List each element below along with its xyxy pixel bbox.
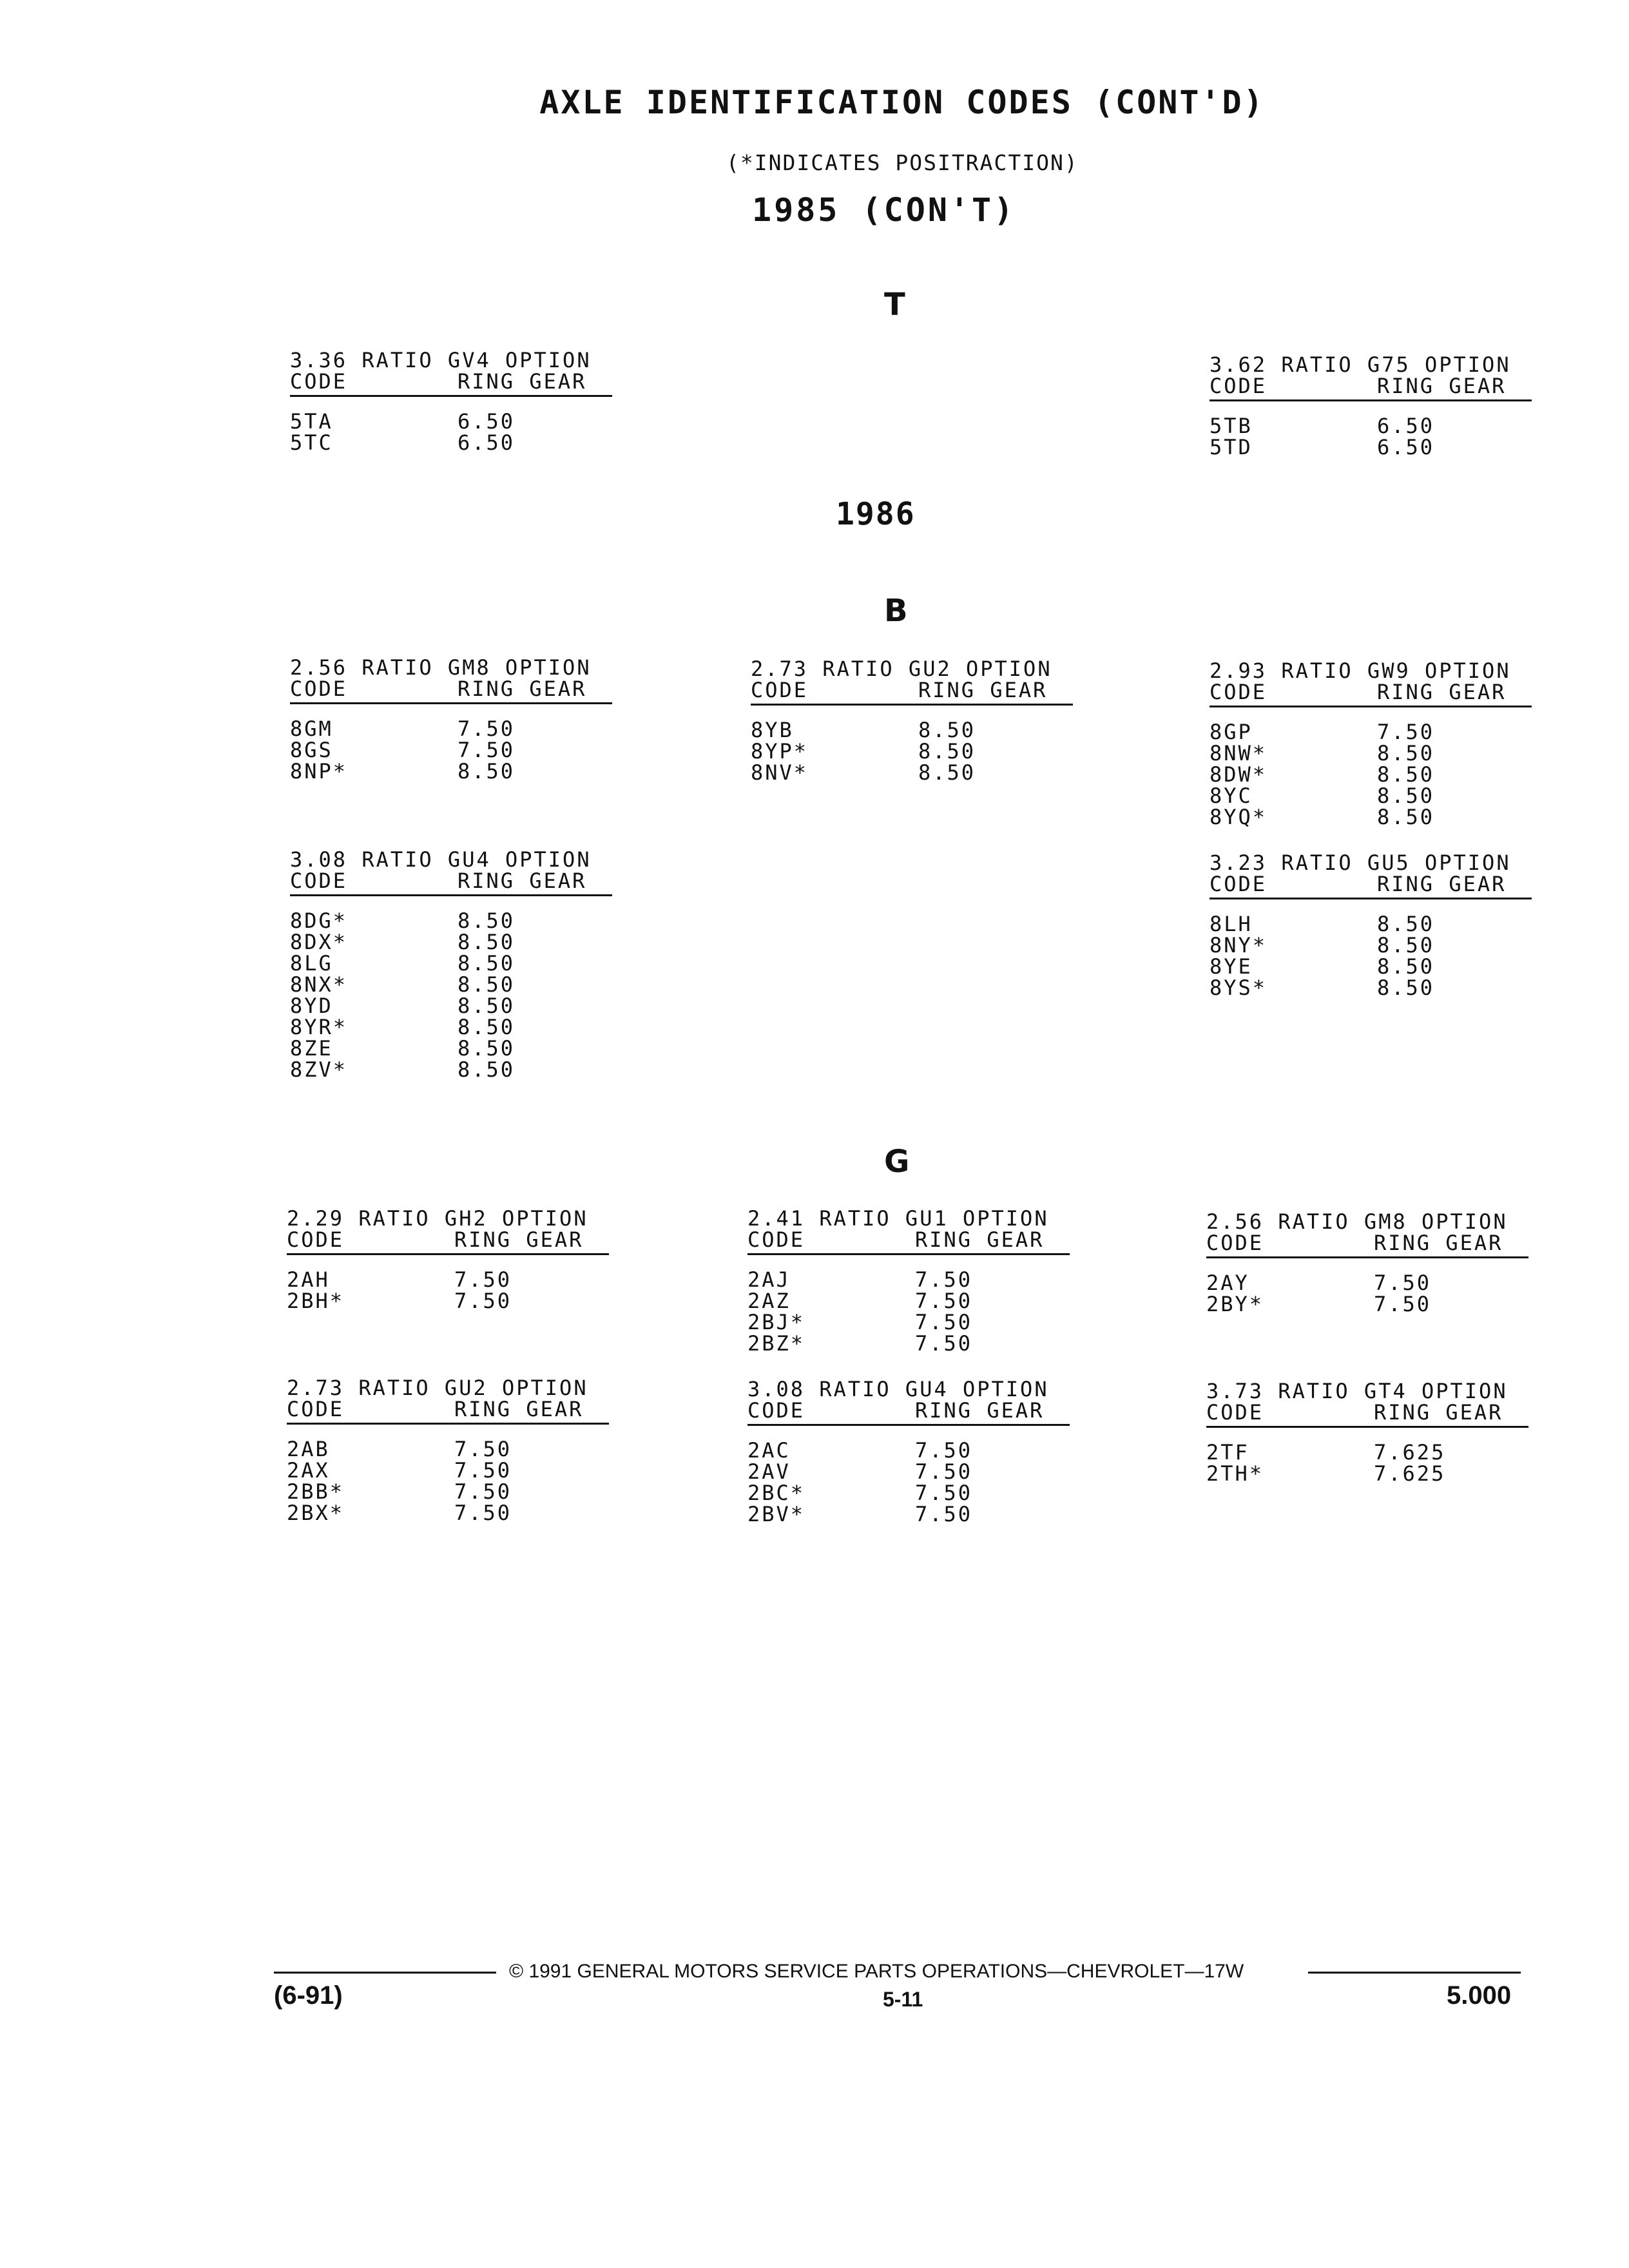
axle-code: 2BV* [747, 1502, 805, 1526]
axle-code: 2TF [1206, 1440, 1249, 1465]
table-rows [1210, 722, 1532, 828]
axle-code: 2BJ* [747, 1310, 805, 1334]
axle-code: 8YP* [751, 739, 809, 764]
axle-code: 8NW* [1210, 741, 1268, 765]
ring-gear-size: 8.50 [1377, 783, 1435, 808]
table-row [287, 1269, 609, 1291]
axle-code: 8GM [290, 716, 333, 741]
axle-code: 8GP [1210, 720, 1253, 744]
column-header-code: CODE [290, 869, 348, 893]
year-heading-1985: 1985 (CON'T) [752, 191, 1016, 229]
ring-gear-size: 8.50 [918, 739, 976, 764]
ring-gear-size: 7.50 [454, 1437, 512, 1461]
column-header-ring-gear: RING GEAR [1374, 1400, 1503, 1425]
year-heading-1986: 1986 [836, 496, 916, 532]
ring-gear-size: 7.50 [915, 1331, 973, 1356]
table-title: 2.56 RATIO GM8 OPTION [1206, 1209, 1508, 1234]
axle-code: 2TH* [1206, 1461, 1264, 1486]
axle-code: 5TA [290, 409, 333, 434]
ring-gear-size: 8.50 [458, 972, 516, 997]
ring-gear-size: 8.50 [1377, 912, 1435, 936]
column-header-code: CODE [1210, 872, 1268, 896]
table-title: 3.62 RATIO G75 OPTION [1210, 352, 1511, 377]
table-row [1210, 977, 1532, 999]
column-header-code: CODE [1206, 1231, 1264, 1255]
ring-gear-size: 8.50 [458, 1015, 516, 1039]
table-row [290, 432, 612, 454]
table-row [1210, 764, 1532, 785]
axle-code: 2BX* [287, 1501, 345, 1525]
table-row [747, 1440, 1070, 1461]
axle-code: 8DG* [290, 908, 348, 933]
ring-gear-size: 6.50 [1377, 414, 1435, 438]
footer-rule-left [274, 1972, 496, 1974]
footer-page-number: 5-11 [883, 1988, 923, 2011]
axle-code: 5TC [290, 430, 333, 455]
table-row [290, 718, 612, 740]
ratio-table [290, 350, 612, 454]
axle-code: 8LH [1210, 912, 1253, 936]
table-column-headers [1210, 376, 1532, 401]
table-row [747, 1461, 1070, 1483]
table-title: 2.73 RATIO GU2 OPTION [287, 1376, 588, 1400]
table-row [1206, 1463, 1528, 1485]
table-column-headers [1206, 1402, 1528, 1428]
ring-gear-size: 7.625 [1374, 1440, 1446, 1465]
section-letter-b: B [884, 593, 909, 629]
axle-code: 2AC [747, 1438, 791, 1463]
column-header-ring-gear: RING GEAR [458, 869, 587, 893]
column-header-code: CODE [1206, 1400, 1264, 1425]
column-header-code: CODE [287, 1397, 345, 1421]
ring-gear-size: 7.50 [915, 1289, 973, 1313]
table-rows [751, 720, 1073, 783]
ring-gear-size: 7.50 [454, 1479, 512, 1504]
ring-gear-size: 7.50 [454, 1289, 512, 1313]
ring-gear-size: 7.50 [915, 1438, 973, 1463]
axle-code: 5TB [1210, 414, 1253, 438]
ring-gear-size: 8.50 [458, 951, 516, 975]
table-row [290, 932, 612, 953]
table-column-headers [290, 678, 612, 704]
column-header-ring-gear: RING GEAR [918, 678, 1048, 702]
axle-code: 8YR* [290, 1015, 348, 1039]
ring-gear-size: 7.50 [454, 1501, 512, 1525]
table-row [747, 1504, 1070, 1525]
column-header-ring-gear: RING GEAR [454, 1397, 584, 1421]
axle-code: 2AB [287, 1437, 330, 1461]
ratio-table [287, 1378, 609, 1524]
table-column-headers [290, 870, 612, 896]
table-row [747, 1483, 1070, 1504]
table-column-headers [287, 1229, 609, 1255]
axle-code: 8YS* [1210, 975, 1268, 1000]
table-rows [747, 1269, 1070, 1354]
table-row [290, 1038, 612, 1059]
table-row [287, 1460, 609, 1481]
ratio-table [290, 849, 612, 1081]
table-row [290, 761, 612, 782]
table-row [290, 411, 612, 432]
ring-gear-size: 6.50 [1377, 435, 1435, 459]
axle-code: 8NY* [1210, 933, 1268, 957]
axle-code: 2AZ [747, 1289, 791, 1313]
column-header-ring-gear: RING GEAR [1377, 872, 1507, 896]
column-header-code: CODE [290, 677, 348, 701]
ring-gear-size: 8.50 [458, 1036, 516, 1061]
table-rows [290, 411, 612, 454]
axle-code: 8YQ* [1210, 805, 1268, 829]
ratio-table [1210, 354, 1532, 458]
ring-gear-size: 7.50 [1374, 1271, 1432, 1295]
table-row [287, 1481, 609, 1503]
column-header-ring-gear: RING GEAR [1377, 374, 1507, 398]
axle-code: 8DW* [1210, 762, 1268, 787]
axle-code: 8LG [290, 951, 333, 975]
table-row [747, 1291, 1070, 1312]
footer-rule-right [1308, 1972, 1521, 1974]
column-header-code: CODE [287, 1227, 345, 1252]
ring-gear-size: 7.625 [1374, 1461, 1446, 1486]
section-letter-g: G [884, 1144, 911, 1180]
column-header-code: CODE [747, 1227, 805, 1252]
axle-code: 8NV* [751, 760, 809, 785]
column-header-ring-gear: RING GEAR [458, 369, 587, 394]
table-row [1210, 956, 1532, 977]
axle-code: 2BY* [1206, 1292, 1264, 1316]
table-row [1210, 785, 1532, 807]
ring-gear-size: 8.50 [458, 994, 516, 1018]
table-row [1206, 1294, 1528, 1315]
column-header-ring-gear: RING GEAR [1374, 1231, 1503, 1255]
ring-gear-size: 8.50 [918, 718, 976, 742]
ring-gear-size: 7.50 [458, 738, 516, 762]
table-row [290, 1017, 612, 1038]
ratio-table [751, 658, 1073, 783]
column-header-code: CODE [1210, 374, 1268, 398]
ring-gear-size: 8.50 [458, 1057, 516, 1082]
table-title: 3.36 RATIO GV4 OPTION [290, 348, 592, 372]
axle-code: 2BH* [287, 1289, 345, 1313]
axle-code: 2AH [287, 1267, 330, 1292]
axle-code: 8GS [290, 738, 333, 762]
column-header-ring-gear: RING GEAR [1377, 680, 1507, 704]
table-row [1206, 1442, 1528, 1463]
table-column-headers [1210, 874, 1532, 899]
axle-code: 2BB* [287, 1479, 345, 1504]
ring-gear-size: 8.50 [458, 930, 516, 954]
table-row [1210, 807, 1532, 828]
table-title: 3.08 RATIO GU4 OPTION [290, 847, 592, 872]
ratio-table [1206, 1211, 1528, 1315]
table-title: 3.08 RATIO GU4 OPTION [747, 1377, 1049, 1401]
axle-code: 2AX [287, 1458, 330, 1483]
ratio-table [287, 1208, 609, 1312]
table-title: 2.41 RATIO GU1 OPTION [747, 1206, 1049, 1231]
axle-code: 8ZV* [290, 1057, 348, 1082]
table-row [747, 1269, 1070, 1291]
ring-gear-size: 7.50 [915, 1310, 973, 1334]
column-header-code: CODE [1210, 680, 1268, 704]
ring-gear-size: 7.50 [458, 716, 516, 741]
ring-gear-size: 7.50 [454, 1458, 512, 1483]
table-rows [1210, 914, 1532, 999]
axle-code: 2BZ* [747, 1331, 805, 1356]
ring-gear-size: 7.50 [454, 1267, 512, 1292]
table-title: 3.73 RATIO GT4 OPTION [1206, 1379, 1508, 1403]
column-header-code: CODE [751, 678, 809, 702]
footer-copyright: © 1991 GENERAL MOTORS SERVICE PARTS OPERATIONS—CHEVROLET—17W [509, 1961, 1244, 1982]
table-rows [290, 910, 612, 1081]
table-rows [290, 718, 612, 782]
table-rows [1210, 416, 1532, 458]
table-title: 2.29 RATIO GH2 OPTION [287, 1206, 588, 1231]
column-header-ring-gear: RING GEAR [458, 677, 587, 701]
table-row [1210, 743, 1532, 764]
table-rows [287, 1269, 609, 1312]
axle-code: 2BC* [747, 1481, 805, 1505]
table-column-headers [287, 1399, 609, 1425]
ring-gear-size: 8.50 [1377, 954, 1435, 979]
table-row [1210, 935, 1532, 956]
ratio-table [1206, 1381, 1528, 1485]
column-header-code: CODE [290, 369, 348, 394]
table-row [290, 974, 612, 995]
ring-gear-size: 8.50 [1377, 933, 1435, 957]
table-row [1210, 914, 1532, 935]
table-column-headers [747, 1400, 1070, 1426]
ring-gear-size: 8.50 [1377, 975, 1435, 1000]
table-row [287, 1291, 609, 1312]
table-row [747, 1333, 1070, 1354]
table-rows [1206, 1442, 1528, 1485]
ring-gear-size: 8.50 [918, 760, 976, 785]
ring-gear-size: 8.50 [1377, 741, 1435, 765]
table-row [1210, 437, 1532, 458]
column-header-code: CODE [747, 1398, 805, 1423]
ring-gear-size: 8.50 [1377, 762, 1435, 787]
table-title: 3.23 RATIO GU5 OPTION [1210, 850, 1511, 875]
axle-code: 2AY [1206, 1271, 1249, 1295]
section-letter-t: T [884, 287, 907, 323]
table-row [1210, 722, 1532, 743]
axle-code: 8DX* [290, 930, 348, 954]
table-row [1210, 416, 1532, 437]
axle-code: 8YD [290, 994, 333, 1018]
ring-gear-size: 6.50 [458, 409, 516, 434]
table-row [290, 910, 612, 932]
column-header-ring-gear: RING GEAR [915, 1398, 1045, 1423]
ring-gear-size: 7.50 [915, 1267, 973, 1292]
ring-gear-size: 8.50 [1377, 805, 1435, 829]
ring-gear-size: 7.50 [915, 1502, 973, 1526]
table-row [290, 995, 612, 1017]
page-title: AXLE IDENTIFICATION CODES (CONT'D) [539, 84, 1265, 121]
table-title: 2.73 RATIO GU2 OPTION [751, 657, 1052, 681]
axle-code: 8NX* [290, 972, 348, 997]
ratio-table [747, 1208, 1070, 1354]
table-row [751, 720, 1073, 741]
ratio-table [290, 657, 612, 782]
axle-code: 8NP* [290, 759, 348, 783]
axle-code: 2AV [747, 1459, 791, 1484]
table-title: 2.93 RATIO GW9 OPTION [1210, 658, 1511, 683]
table-row [290, 1059, 612, 1081]
table-row [1206, 1273, 1528, 1294]
column-header-ring-gear: RING GEAR [915, 1227, 1045, 1252]
ratio-table [1210, 660, 1532, 828]
ring-gear-size: 8.50 [458, 759, 516, 783]
ring-gear-size: 7.50 [915, 1459, 973, 1484]
table-row [290, 740, 612, 761]
footer-date: (6-91) [274, 1981, 343, 2010]
table-row [751, 762, 1073, 783]
ring-gear-size: 6.50 [458, 430, 516, 455]
ring-gear-size: 7.50 [1377, 720, 1435, 744]
ring-gear-size: 8.50 [458, 908, 516, 933]
axle-code: 5TD [1210, 435, 1253, 459]
table-rows [747, 1440, 1070, 1525]
table-column-headers [751, 680, 1073, 706]
ring-gear-size: 7.50 [915, 1481, 973, 1505]
axle-code: 2AJ [747, 1267, 791, 1292]
table-row [747, 1312, 1070, 1333]
table-column-headers [1210, 682, 1532, 707]
table-row [751, 741, 1073, 762]
table-column-headers [1206, 1233, 1528, 1258]
ratio-table [1210, 852, 1532, 999]
table-column-headers [747, 1229, 1070, 1255]
table-row [287, 1439, 609, 1460]
table-title: 2.56 RATIO GM8 OPTION [290, 655, 592, 680]
column-header-ring-gear: RING GEAR [454, 1227, 584, 1252]
table-rows [287, 1439, 609, 1524]
footer-section-number: 5.000 [1447, 1981, 1512, 2010]
table-rows [1206, 1273, 1528, 1315]
axle-code: 8YC [1210, 783, 1253, 808]
ring-gear-size: 7.50 [1374, 1292, 1432, 1316]
positraction-note: (*INDICATES POSITRACTION) [726, 150, 1079, 175]
axle-code: 8YE [1210, 954, 1253, 979]
table-row [290, 953, 612, 974]
axle-code: 8YB [751, 718, 794, 742]
table-column-headers [290, 371, 612, 397]
table-row [287, 1503, 609, 1524]
axle-code: 8ZE [290, 1036, 333, 1061]
ratio-table [747, 1379, 1070, 1525]
